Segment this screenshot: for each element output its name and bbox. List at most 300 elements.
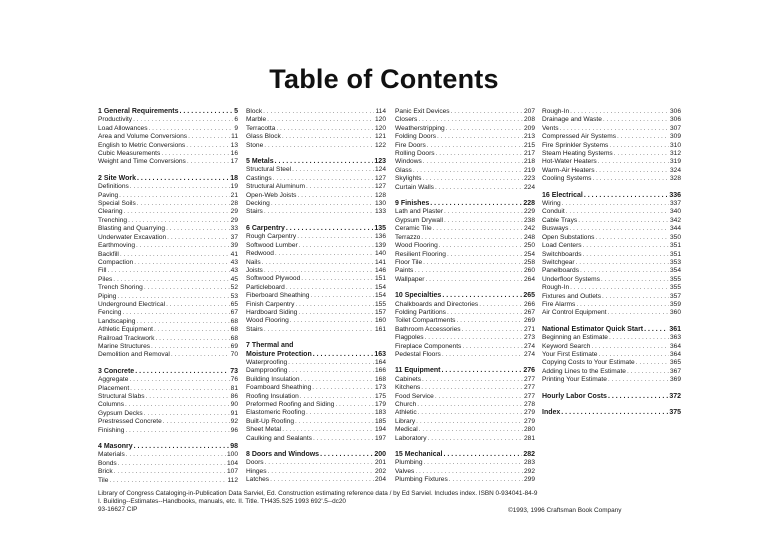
toc-entry-page: 355: [669, 284, 681, 292]
toc-entry: [246, 359, 386, 367]
dot-leader: [136, 242, 230, 250]
dot-leader: [566, 208, 669, 216]
toc-entry-page: 155: [374, 300, 386, 308]
toc-entry-page: 278: [523, 401, 535, 408]
toc-entry-page: 112: [227, 476, 238, 484]
toc-entry: [542, 334, 681, 342]
section-heading: [395, 200, 535, 208]
dot-leader: [644, 326, 668, 334]
toc-entry-page: 354: [669, 267, 681, 275]
dot-leader: [447, 309, 523, 317]
toc-entry-page: 91: [230, 409, 238, 417]
dot-leader: [154, 326, 230, 334]
dot-leader: [271, 200, 374, 208]
toc-entry-title: Weight and Time Conversions: [98, 158, 186, 166]
dot-leader: [163, 418, 230, 426]
section-heading: [246, 451, 386, 459]
toc-entry-page: 319: [669, 158, 681, 166]
toc-entry-title: Foamboard Sheathing: [246, 384, 312, 392]
section-heading-title: 1 General Requirements: [98, 108, 179, 115]
toc-entry-title: Doors: [246, 459, 264, 467]
dot-leader: [595, 234, 669, 242]
toc-section: [395, 292, 535, 359]
toc-entry-title: Piles: [98, 275, 113, 283]
toc-entry-page: 299: [523, 476, 535, 484]
toc-entry-page: 363: [669, 334, 681, 342]
toc-entry-page: 151: [374, 275, 386, 283]
toc-entry-title: Ceramic Tile: [395, 225, 432, 233]
toc-entry: [246, 435, 386, 443]
dot-leader: [122, 309, 229, 317]
toc-entry: [246, 166, 386, 174]
section-heading: [542, 409, 681, 417]
toc-entry-title: Flagpoles: [395, 334, 424, 342]
dot-leader: [290, 317, 374, 325]
toc-entry-title: Columns: [98, 401, 125, 409]
dot-leader: [118, 460, 226, 468]
toc-entry: [98, 234, 238, 242]
toc-entry: [98, 451, 238, 459]
dot-leader: [270, 476, 374, 484]
toc-entry-title: Blasting and Quarrying: [98, 225, 166, 233]
toc-entry: [395, 459, 535, 467]
toc-entry: [542, 301, 681, 309]
dot-leader: [425, 334, 523, 342]
toc-entry-title: Athletic Equipment: [98, 326, 153, 334]
toc-entry: [542, 276, 681, 284]
dot-leader: [134, 443, 230, 451]
dot-leader: [313, 435, 374, 443]
dot-leader: [451, 108, 523, 116]
toc-entry: [542, 217, 681, 225]
toc-entry-page: 273: [523, 334, 535, 342]
toc-entry-title: Wood Flooring: [246, 317, 289, 325]
toc-entry-title: Landscaping: [98, 317, 136, 325]
toc-entry-page: 209: [523, 124, 535, 132]
toc-entry-title: Resilient Flooring: [395, 250, 446, 258]
toc-entry-page: 140: [374, 250, 386, 258]
toc-entry: [542, 133, 681, 141]
dot-leader: [144, 284, 230, 292]
dot-leader: [137, 175, 229, 183]
dot-leader: [295, 301, 374, 309]
toc-entry-page: 269: [523, 317, 535, 325]
toc-entry: [98, 468, 238, 476]
section-heading-title: 10 Specialties: [395, 292, 442, 300]
toc-entry-page: 274: [523, 350, 535, 358]
toc-entry-title: Vents: [542, 124, 559, 132]
toc-entry: [246, 367, 386, 375]
toc-entry: [395, 334, 535, 342]
cataloging-line-2: I. Building--Estimates--Handbooks, manuals, etc. II. Title. TH435.S25 1993 692'.5--dc20: [98, 498, 346, 505]
dot-leader: [282, 133, 374, 141]
dot-leader: [262, 259, 374, 267]
dot-leader: [444, 208, 523, 216]
toc-entry: [98, 427, 238, 435]
toc-entry-title: Open Substations: [542, 233, 595, 241]
toc-entry-page: 19: [230, 183, 238, 191]
toc-entry-title: Productivity: [98, 116, 133, 124]
toc-entry-title: Stone: [246, 141, 264, 149]
dot-leader: [273, 175, 374, 183]
toc-entry-title: Building Insulation: [246, 375, 300, 383]
toc-entry-page: 120: [374, 116, 386, 124]
toc-entry-page: 29: [230, 216, 238, 224]
toc-entry-title: Wood Flooring: [395, 242, 438, 250]
toc-entry: [395, 208, 535, 216]
toc-entry-title: Castings: [246, 174, 272, 182]
toc-entry-page: 41: [230, 250, 238, 258]
dot-leader: [442, 351, 523, 359]
toc-entry: [395, 175, 535, 183]
dot-leader: [301, 275, 374, 283]
toc-entry: [98, 158, 238, 166]
section-heading-title: 5 Metals: [246, 158, 274, 166]
toc-entry-title: Fire Sprinkler Systems: [542, 141, 609, 149]
toc-section: [246, 108, 386, 150]
toc-entry-title: Paints: [395, 267, 414, 275]
toc-entry-title: Earthmoving: [98, 242, 136, 250]
toc-entry-title: Trench Shoring: [98, 284, 143, 292]
dot-leader: [583, 251, 669, 259]
toc-entry-page: 274: [523, 342, 535, 350]
toc-entry: [542, 116, 681, 124]
dot-leader: [614, 150, 669, 158]
toc-entry: [98, 125, 238, 133]
toc-entry-title: Aggregate: [98, 376, 129, 384]
toc-entry-page: 173: [374, 384, 386, 392]
toc-entry: [246, 242, 386, 250]
toc-entry: [246, 476, 386, 484]
toc-entry: [246, 301, 386, 309]
toc-entry-title: Tile: [98, 476, 109, 484]
toc-entry-title: Prestressed Concrete: [98, 418, 162, 426]
section-heading-page: 265: [523, 292, 535, 300]
toc-entry-title: Weatherstripping: [395, 124, 445, 132]
toc-entry: [246, 409, 386, 417]
toc-entry-title: Library: [395, 417, 416, 425]
toc-entry: [98, 208, 238, 216]
toc-entry-page: 350: [669, 233, 681, 241]
dot-leader: [286, 284, 374, 292]
toc-entry: [98, 276, 238, 284]
toc-entry-page: 217: [523, 150, 535, 158]
toc-section: [246, 158, 386, 217]
toc-entry: [542, 158, 681, 166]
dot-leader: [560, 125, 669, 133]
dot-leader: [422, 175, 523, 183]
toc-entry-title: Copying Costs to Your Estimate: [542, 359, 635, 367]
dot-leader: [609, 334, 669, 342]
toc-entry-title: Latches: [246, 476, 270, 484]
dot-leader: [188, 133, 230, 141]
dot-leader: [130, 385, 230, 393]
toc-entry-title: Clearing: [98, 208, 123, 216]
toc-entry-page: 267: [523, 308, 535, 316]
section-heading-page: 5: [234, 108, 238, 115]
toc-section: [542, 192, 681, 318]
dot-leader: [126, 451, 226, 459]
dot-leader: [435, 184, 523, 192]
toc-entry-page: 100: [226, 451, 238, 459]
toc-entry-title: Folding Doors: [395, 133, 437, 141]
toc-entry-page: 202: [374, 467, 386, 475]
toc-entry-page: 96: [230, 426, 238, 434]
dot-leader: [264, 326, 374, 334]
toc-entry-page: 213: [523, 133, 535, 141]
toc-section: [246, 342, 386, 443]
dot-leader: [276, 125, 374, 133]
toc-entry-page: 264: [523, 275, 535, 283]
toc-entry-title: Hardboard Siding: [246, 308, 298, 316]
toc-entry-title: Wiring: [542, 200, 561, 208]
toc-entry: [542, 200, 681, 208]
toc-entry-title: Built-Up Roofing: [246, 417, 295, 425]
toc-entry: [395, 150, 535, 158]
toc-entry-page: 279: [523, 409, 535, 417]
toc-entry-page: 219: [523, 166, 535, 174]
toc-entry: [98, 410, 238, 418]
dot-leader: [128, 217, 230, 225]
dot-leader: [442, 292, 522, 300]
toc-entry-title: Floor Tile: [395, 258, 423, 266]
dot-leader: [313, 351, 374, 359]
toc-entry: [395, 376, 535, 384]
toc-entry-page: 76: [230, 376, 238, 384]
dot-leader: [578, 217, 669, 225]
dot-leader: [119, 192, 229, 200]
toc-entry-title: Redwood: [246, 250, 274, 258]
toc-entry-page: 127: [374, 174, 386, 182]
dot-leader: [583, 242, 669, 250]
toc-entry-page: 310: [669, 141, 681, 149]
dot-leader: [301, 376, 374, 384]
toc-entry-title: Stairs: [246, 325, 263, 333]
toc-entry-title: Wallpaper: [395, 275, 425, 283]
toc-entry: [395, 351, 535, 359]
toc-section: [395, 108, 535, 192]
dot-leader: [149, 125, 234, 133]
toc-entry: [542, 309, 681, 317]
section-heading-line: 7 Thermal and: [246, 342, 294, 350]
toc-entry: [542, 242, 681, 250]
toc-entry-page: 11: [231, 133, 238, 141]
dot-leader: [264, 267, 374, 275]
section-heading: [542, 393, 681, 401]
toc-entry: [98, 259, 238, 267]
toc-entry: [98, 418, 238, 426]
toc-entry-title: Underfloor Systems: [542, 275, 600, 283]
toc-entry-title: Fencing: [98, 309, 122, 317]
dot-leader: [286, 225, 373, 233]
toc-entry-page: 258: [523, 258, 535, 266]
toc-entry-title: Air Control Equipment: [542, 309, 607, 317]
toc-entry-page: 43: [230, 267, 238, 275]
toc-entry-page: 6: [234, 116, 238, 124]
dot-leader: [580, 267, 669, 275]
toc-entry-title: Decking: [246, 200, 270, 208]
section-heading-title: 9 Finishes: [395, 200, 430, 208]
toc-entry: [246, 292, 386, 300]
toc-entry: [395, 435, 535, 443]
toc-entry: [542, 167, 681, 175]
dot-leader: [627, 368, 669, 376]
toc-entry-title: Terracotta: [246, 124, 276, 132]
section-heading: [542, 192, 681, 200]
toc-entry: [98, 200, 238, 208]
toc-entry: [395, 468, 535, 476]
dot-leader: [427, 142, 523, 150]
toc-entry-title: Bonds: [98, 459, 117, 467]
dot-leader: [418, 409, 523, 417]
toc-entry-title: Gypsum Decks: [98, 409, 143, 417]
toc-entry-page: 204: [374, 476, 386, 484]
dot-leader: [144, 410, 230, 418]
toc-entry-title: Terrazzo: [395, 233, 421, 241]
toc-section: [542, 393, 681, 401]
toc-entry-page: 107: [226, 468, 238, 476]
toc-entry-page: 353: [669, 258, 681, 266]
section-heading-page: 135: [374, 224, 386, 232]
dot-leader: [562, 200, 669, 208]
toc-entry: [542, 376, 681, 384]
toc-entry: [395, 267, 535, 275]
dot-leader: [288, 359, 374, 367]
section-heading-title: 11 Equipment: [395, 367, 441, 375]
toc-entry-page: 254: [523, 250, 535, 258]
toc-entry: [246, 326, 386, 334]
toc-entry: [395, 116, 535, 124]
section-heading-title: 16 Electrical: [542, 191, 583, 199]
dot-leader: [602, 293, 669, 301]
toc-section: [246, 225, 386, 334]
section-heading-title: 4 Masonry: [98, 443, 133, 451]
toc-entry: [246, 233, 386, 241]
dot-leader: [125, 427, 229, 435]
dot-leader: [422, 376, 523, 384]
dot-leader: [264, 208, 374, 216]
dot-leader: [591, 343, 669, 351]
section-heading: [542, 326, 681, 334]
toc-entry: [542, 225, 681, 233]
section-heading: [395, 451, 535, 459]
dot-leader: [570, 284, 669, 292]
dot-leader: [609, 142, 669, 150]
toc-entry-title: Printing Your Estimate: [542, 376, 607, 384]
toc-entry-page: 342: [669, 216, 681, 224]
toc-entry: [246, 200, 386, 208]
toc-entry-title: Curtain Walls: [395, 183, 434, 191]
toc-entry-page: 161: [374, 325, 386, 333]
dot-leader: [425, 276, 523, 284]
dot-leader: [125, 401, 230, 409]
toc-entry-page: 67: [230, 309, 238, 317]
toc-entry: [246, 384, 386, 392]
dot-leader: [598, 158, 669, 166]
toc-entry: [98, 293, 238, 301]
toc-entry-title: Kitchens: [395, 384, 421, 392]
toc-entry-page: 364: [669, 342, 681, 350]
toc-entry-title: Compaction: [98, 258, 134, 266]
toc-entry: [542, 234, 681, 242]
toc-entry-page: 215: [523, 141, 535, 149]
toc-entry: [542, 343, 681, 351]
toc-entry: [246, 133, 386, 141]
toc-entry: [395, 343, 535, 351]
toc-entry: [395, 142, 535, 150]
toc-entry: [542, 142, 681, 150]
toc-entry-title: Switchgear: [542, 258, 575, 266]
dot-leader: [113, 276, 229, 284]
toc-entry-title: Fire Alarms: [542, 300, 576, 308]
toc-entry-title: Fireplace Components: [395, 342, 462, 350]
dot-leader: [167, 234, 229, 242]
section-heading-page: 123: [374, 158, 386, 166]
toc-entry-page: 45: [230, 275, 238, 283]
toc-entry-page: 29: [230, 208, 238, 216]
toc-entry: [395, 125, 535, 133]
dot-leader: [297, 192, 374, 200]
toc-entry-title: Fixtures and Outlets: [542, 292, 602, 300]
dot-leader: [443, 451, 522, 459]
dot-leader: [312, 384, 374, 392]
toc-section: [246, 451, 386, 485]
dot-leader: [436, 150, 523, 158]
toc-entry-page: 130: [374, 200, 386, 208]
toc-entry-title: Dampproofing: [246, 367, 288, 375]
toc-entry-title: Paving: [98, 191, 119, 199]
dot-leader: [576, 259, 669, 267]
toc-section: [395, 200, 535, 284]
toc-entry-page: 68: [230, 317, 238, 325]
toc-entry-page: 52: [230, 284, 238, 292]
toc-entry-page: 194: [374, 426, 386, 434]
toc-entry: [395, 426, 535, 434]
section-heading: [246, 351, 386, 359]
toc-entry: [542, 284, 681, 292]
toc-entry-page: 127: [374, 183, 386, 191]
toc-entry-page: 324: [669, 166, 681, 174]
toc-entry-page: 197: [374, 434, 386, 442]
toc-entry: [542, 208, 681, 216]
dot-leader: [134, 259, 229, 267]
toc-entry-page: 90: [230, 401, 238, 409]
toc-entry: [98, 284, 238, 292]
toc-entry-page: 154: [374, 292, 386, 300]
toc-entry-title: Stairs: [246, 208, 263, 216]
toc-entry-page: 248: [523, 233, 535, 241]
toc-entry-page: 141: [374, 258, 386, 266]
dot-leader: [166, 225, 230, 233]
section-heading-title: 2 Site Work: [98, 174, 136, 182]
toc-entry: [395, 225, 535, 233]
toc-entry: [98, 401, 238, 409]
section-heading-title: 15 Mechanical: [395, 451, 443, 459]
toc-entry: [246, 183, 386, 191]
toc-entry-page: 28: [230, 200, 238, 208]
toc-entry: [246, 250, 386, 258]
toc-entry: [542, 150, 681, 158]
dot-leader: [439, 242, 523, 250]
toc-entry-page: 360: [669, 309, 681, 317]
section-heading: [98, 443, 238, 451]
toc-entry: [395, 384, 535, 392]
toc-entry: [98, 183, 238, 191]
dot-leader: [136, 318, 229, 326]
dot-leader: [120, 251, 230, 259]
toc-entry-page: 208: [523, 116, 535, 124]
toc-entry-page: 367: [669, 367, 681, 375]
